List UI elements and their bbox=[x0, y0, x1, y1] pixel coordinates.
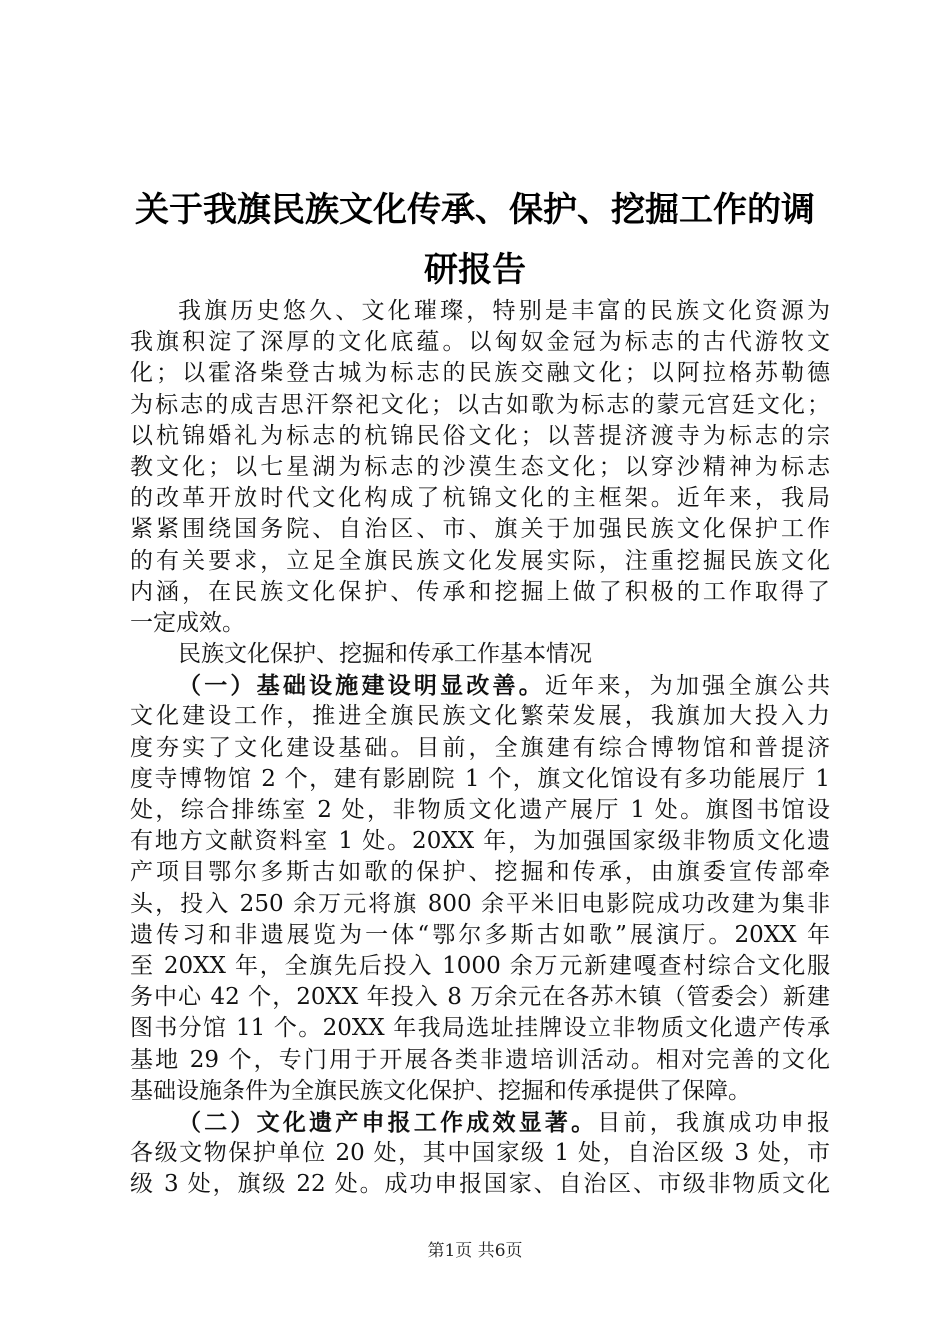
body-line: 教文化；以七星湖为标志的沙漠生态文化；以穿沙精神为标志 bbox=[130, 453, 830, 480]
body-text: 近年来，为加强全旗公共 bbox=[544, 673, 830, 700]
body-line: 务中心 42 个，20XX 年投入 8 万余元在各苏木镇（管委会）新建 bbox=[130, 984, 830, 1011]
body-text: 目前，我旗成功申报 bbox=[597, 1109, 830, 1136]
section-heading: 民族文化保护、挖掘和传承工作基本情况 bbox=[178, 641, 592, 668]
document-title-line-2: 研报告 bbox=[424, 250, 526, 290]
body-line: 头，投入 250 余万元将旗 800 余平米旧电影院成功改建为集非 bbox=[130, 890, 830, 917]
subsection-line bbox=[130, 670, 830, 701]
body-line: 基础设施条件为全旗民族文化保护、挖掘和传承提供了保障。 bbox=[130, 1077, 751, 1104]
body-line: 度夯实了文化建设基础。目前，全旗建有综合博物馆和普提济 bbox=[130, 734, 830, 761]
body-line: 内涵，在民族文化保护、传承和挖掘上做了积极的工作取得了 bbox=[130, 578, 830, 605]
subsection-heading-2: （二）文化遗产申报工作成效显著。 bbox=[178, 1108, 598, 1136]
body-line: 级 3 处，旗级 22 处。成功申报国家、自治区、市级非物质文化 bbox=[130, 1171, 830, 1198]
body-line: 处，综合排练室 2 处，非物质文化遗产展厅 1 处。旗图书馆设 bbox=[130, 797, 830, 823]
document-body bbox=[130, 296, 830, 1200]
body-line: 的有关要求，立足全旗民族文化发展实际，注重挖掘民族文化 bbox=[130, 547, 830, 574]
body-line: 各级文物保护单位 20 处，其中国家级 1 处，自治区级 3 处，市 bbox=[130, 1140, 830, 1167]
body-line: 基地 29 个，专门用于开展各类非遗培训活动。相对完善的文化 bbox=[130, 1046, 830, 1073]
body-line: 我旗历史悠久、文化璀璨，特别是丰富的民族文化资源为 bbox=[178, 298, 830, 324]
body-line: 至 20XX 年，全旗先后投入 1000 余万元新建嘎查村综合文化服 bbox=[130, 952, 830, 979]
body-line: 化；以霍洛柴登古城为标志的民族交融文化；以阿拉格苏勒德 bbox=[130, 360, 830, 387]
page-footer: 第1页 共6页 bbox=[427, 1241, 523, 1261]
document-title-line-1: 关于我旗民族文化传承、保护、挖掘工作的调 bbox=[135, 190, 815, 230]
subsection-heading-1: （一）基础设施建设明显改善。 bbox=[178, 672, 545, 700]
body-line: 以杭锦婚礼为标志的杭锦民俗文化；以菩提济渡寺为标志的宗 bbox=[130, 422, 830, 449]
subsection-line bbox=[130, 1107, 830, 1138]
body-line: 图书分馆 11 个。20XX 年我局选址挂牌设立非物质文化遗产传承 bbox=[130, 1015, 830, 1042]
body-line: 度寺博物馆 2 个，建有影剧院 1 个，旗文化馆设有多功能展厅 1 bbox=[130, 765, 830, 792]
body-line: 为标志的成吉思汗祭祀文化；以古如歌为标志的蒙元宫廷文化； bbox=[130, 391, 830, 418]
body-line: 的改革开放时代文化构成了杭锦文化的主框架。近年来，我局 bbox=[130, 485, 830, 512]
body-line: 我旗积淀了深厚的文化底蕴。以匈奴金冠为标志的古代游牧文 bbox=[130, 329, 830, 356]
body-line: 产项目鄂尔多斯古如歌的保护、挖掘和传承，由旗委宣传部牵 bbox=[130, 859, 830, 886]
body-line: 遗传习和非遗展览为一体“鄂尔多斯古如歌”展演厅。20XX 年 bbox=[130, 921, 830, 948]
body-line: 紧紧围绕国务院、自治区、市、旗关于加强民族文化保护工作 bbox=[130, 516, 830, 543]
body-line: 文化建设工作，推进全旗民族文化繁荣发展，我旗加大投入力 bbox=[130, 703, 830, 730]
body-line: 有地方文献资料室 1 处。20XX 年，为加强国家级非物质文化遗 bbox=[130, 828, 830, 855]
body-line: 一定成效。 bbox=[130, 609, 245, 636]
